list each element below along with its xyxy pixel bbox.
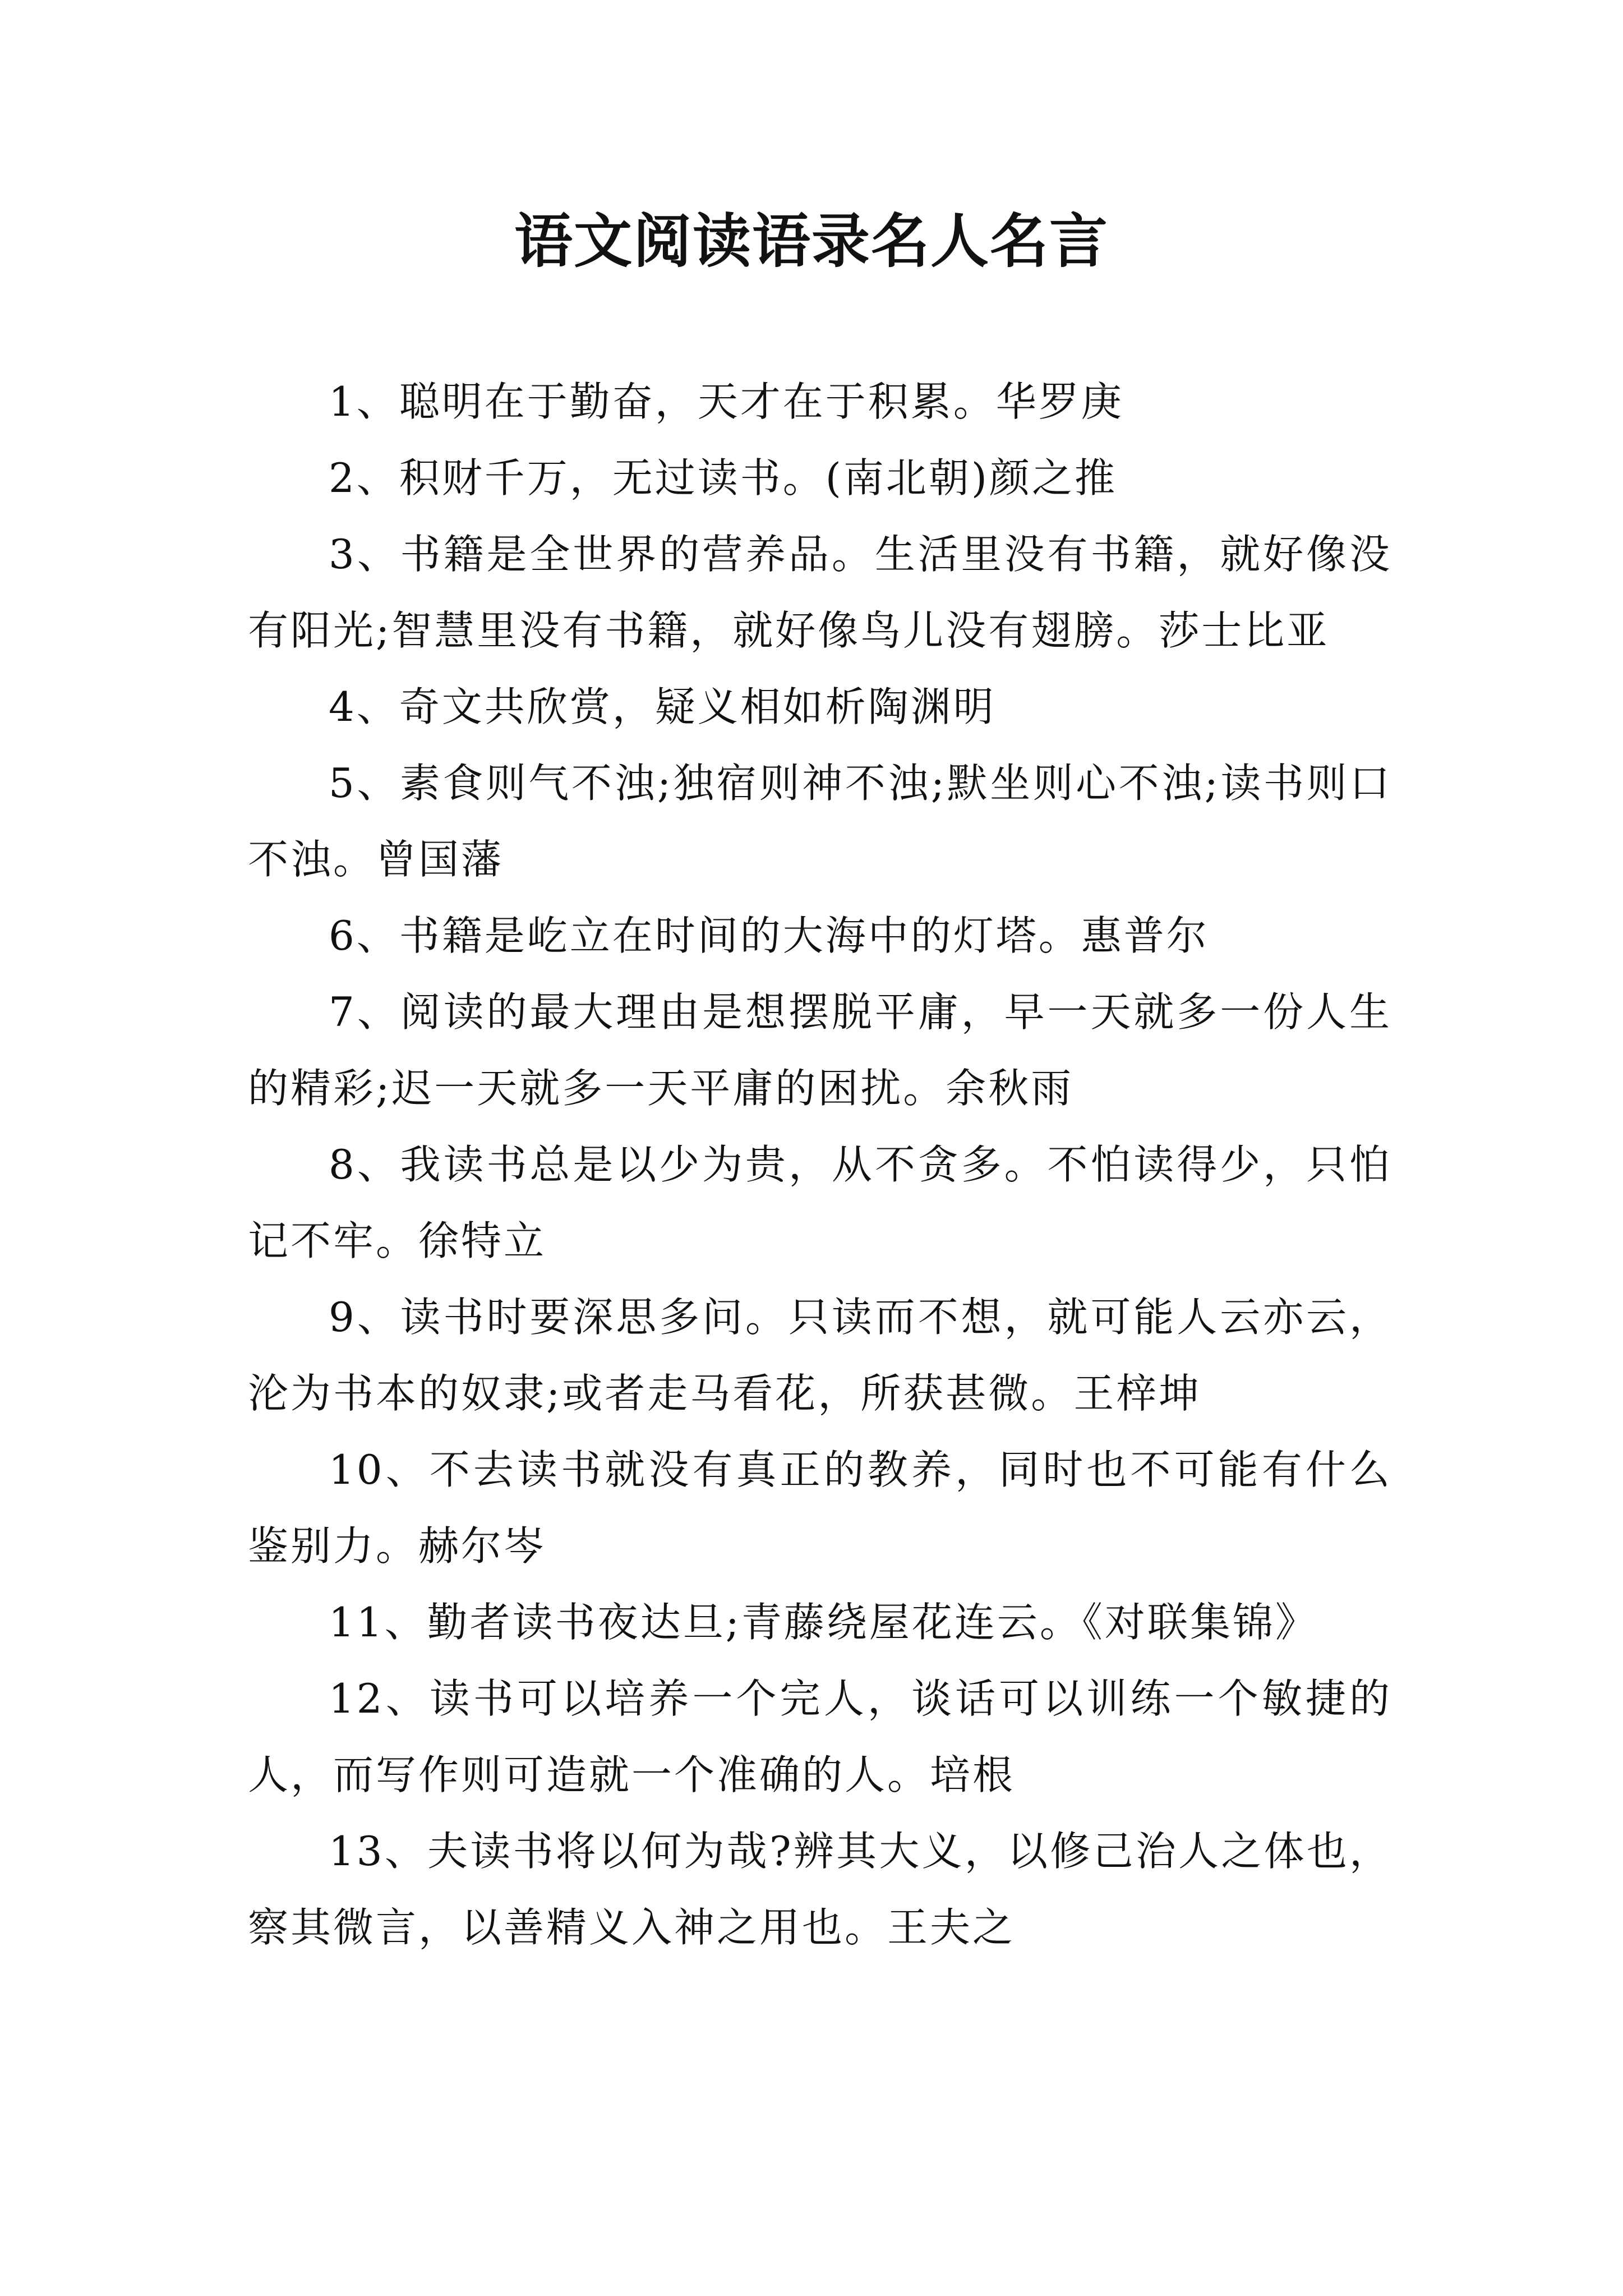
quote-list <box>248 364 1392 1966</box>
quote-item: 11、勤者读书夜达旦;青藤绕屋花连云。《对联集锦》 <box>329 1599 1318 1646</box>
quote-item: 9、读书时要深思多问。只读而不想，就可能人云亦云，沦为书本的奴隶;或者走马看花，所获甚微。王梓坤 <box>248 1294 1392 1417</box>
document-title: 语文阅读语录名人名言 <box>514 206 1109 275</box>
quote-item: 12、读书可以培养一个完人，谈话可以训练一个敏捷的人，而写作则可造就一个准确的人。培根 <box>248 1675 1392 1798</box>
quote-item: 7、阅读的最大理由是想摆脱平庸，早一天就多一份人生的精彩;迟一天就多一天平庸的困扰。余秋雨 <box>248 988 1392 1112</box>
quote-item: 3、书籍是全世界的营养品。生活里没有书籍，就好像没有阳光;智慧里没有书籍，就好像鸟儿没有翅膀。莎士比亚 <box>248 531 1392 654</box>
quote-item: 8、我读书总是以少为贵，从不贪多。不怕读得少，只怕记不牢。徐特立 <box>248 1141 1392 1264</box>
quote-item: 13、夫读书将以何为哉?辨其大义，以修己治人之体也，察其微言，以善精义入神之用也。王夫之 <box>248 1828 1392 1951</box>
quote-item: 4、奇文共欣赏，疑义相如析陶渊明 <box>329 683 996 730</box>
quote-item: 2、积财千万，无过读书。(南北朝)颜之推 <box>329 454 1117 501</box>
quote-item: 1、聪明在于勤奋，天才在于积累。华罗庚 <box>329 378 1124 425</box>
quote-item: 5、素食则气不浊;独宿则神不浊;默坐则心不浊;读书则口不浊。曾国藩 <box>248 760 1392 883</box>
quote-item: 6、书籍是屹立在时间的大海中的灯塔。惠普尔 <box>329 912 1209 959</box>
quote-item: 10、不去读书就没有真正的教养，同时也不可能有什么鉴别力。赫尔岑 <box>248 1446 1392 1570</box>
